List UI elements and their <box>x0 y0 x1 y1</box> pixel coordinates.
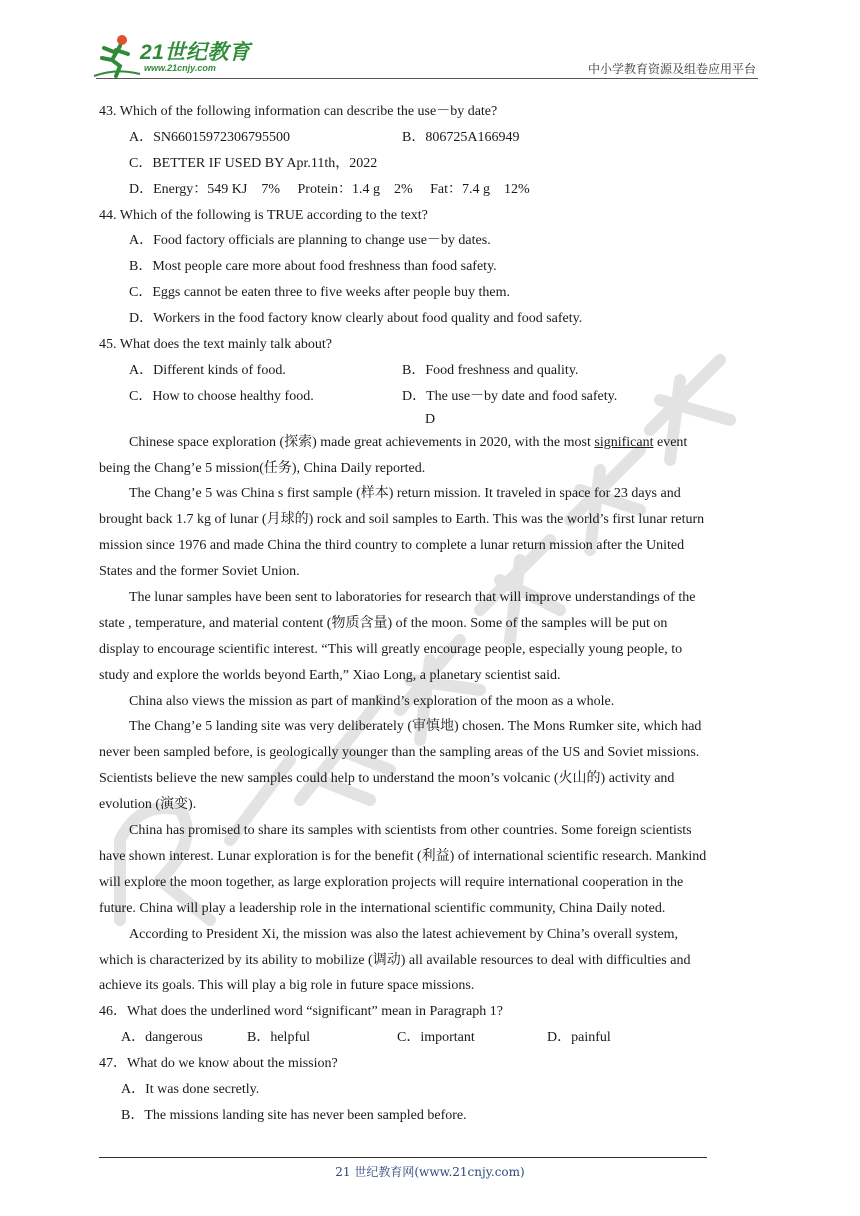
passage-paragraph-3: The lunar samples have been sent to laboratories for research that will improve understandings of the <box>129 590 696 606</box>
passage-line: display to encourage scientific interest. “This will greatly encourage people, especially young people, to <box>99 641 683 657</box>
question-45-options-row1 <box>99 358 761 384</box>
option-44-c: C．Eggs cannot be eaten three to five weeks after people buy them. <box>129 285 510 301</box>
passage-paragraph-5: The Chang’e 5 landing site was very deliberately (审慎地) chosen. The Mons Rumker site, which had <box>129 719 702 735</box>
option-47-a: A．It was done secretly. <box>121 1081 260 1097</box>
header-divider <box>96 78 758 79</box>
question-47-stem: 47．What do we know about the mission? <box>99 1056 338 1072</box>
page-header <box>0 0 860 82</box>
option-45-c: C．How to choose healthy food. <box>129 388 314 404</box>
question-45-options-row2 <box>99 384 761 410</box>
question-43-options-row1 <box>99 125 761 151</box>
passage-line: States and the former Soviet Union. <box>99 564 300 580</box>
question-43-stem: 43. Which of the following information can describe the use－by date? <box>99 104 498 119</box>
passage-line: being the Chang’e 5 mission(任务), China Daily reported. <box>99 460 426 476</box>
option-43-b: B．806725A166949 <box>402 129 520 145</box>
option-43-d: D．Energy：549 KJ 7% Protein：1.4 g 2% Fat：7.4 g 12% <box>129 181 530 197</box>
option-44-d: D．Workers in the food factory know clearly about food quality and food safety. <box>129 311 583 327</box>
option-43-c: C．BETTER IF USED BY Apr.11th，2022 <box>129 155 378 171</box>
passage-line: which is characterized by its ability to mobilize (调动) all available resources to deal with difficulties and <box>99 952 691 968</box>
site-logo[interactable] <box>92 32 262 80</box>
option-46-a: A．dangerous <box>121 1030 203 1046</box>
passage-line: never been sampled before, is geologically younger than the sampling areas of the US and Soviet missions. <box>99 745 700 761</box>
option-45-a: A．Different kinds of food. <box>129 362 286 378</box>
option-46-c: C．important <box>397 1030 475 1046</box>
logo-text: 21世纪教育 <box>140 41 251 64</box>
option-44-a: A．Food factory officials are planning to change use－by dates. <box>129 233 491 249</box>
underlined-word: significant <box>594 434 654 450</box>
platform-name: 中小学教育资源及组卷应用平台 <box>587 62 756 76</box>
passage-line: future. China will play a leadership role in the international scientific community, China Daily noted. <box>99 900 666 916</box>
question-46-stem: 46．What does the underlined word “significant” mean in Paragraph 1? <box>99 1004 503 1020</box>
passage-line: mission since 1976 and made China the third country to complete a lunar return mission after the United <box>99 538 685 554</box>
passage-text: event <box>653 434 688 450</box>
passage-line: study and explore the worlds beyond Earth,” Xiao Long, a planetary scientist said. <box>99 667 561 683</box>
passage-paragraph-1 <box>99 430 761 456</box>
question-45-stem: 45. What does the text mainly talk about? <box>99 337 333 353</box>
passage-line: state , temperature, and material content (物质含量) of the moon. Some of the samples will be put on <box>99 615 668 631</box>
passage-line: achieve its goals. This will play a big role in future space missions. <box>99 978 475 994</box>
option-45-d: D．The use－by date and food safety. <box>402 388 618 404</box>
passage-line: will explore the moon together, as large exploration projects will require international cooperation in the <box>99 874 684 890</box>
document-body <box>99 99 761 1129</box>
option-47-b: B．The missions landing site has never been sampled before. <box>121 1107 467 1123</box>
passage-line: have shown interest. Lunar exploration is for the benefit (利益) of international scientific research. Mankind <box>99 848 707 864</box>
section-answer-label: D <box>425 411 436 427</box>
passage-paragraph-6: China has promised to share its samples with scientists from other countries. Some foreign scientists <box>129 823 692 839</box>
passage-paragraph-4: China also views the mission as part of mankind’s exploration of the moon as a whole. <box>129 693 615 709</box>
option-46-d: D．painful <box>547 1030 611 1046</box>
option-45-b: B．Food freshness and quality. <box>402 362 579 378</box>
runner-logo-icon <box>92 32 142 80</box>
passage-line: evolution (演变). <box>99 797 197 813</box>
option-44-b: B．Most people care more about food freshness than food safety. <box>129 259 497 275</box>
passage-paragraph-2: The Chang’e 5 was China s first sample (样本) return mission. It traveled in space for 23 days and <box>129 486 681 502</box>
passage-text: Chinese space exploration (探索) made great achievements in 2020, with the most <box>129 434 595 450</box>
option-46-b: B．helpful <box>247 1030 310 1046</box>
footer-divider <box>99 1157 707 1158</box>
option-43-a: A．SN66015972306795500 <box>129 129 291 145</box>
question-46-options <box>99 1025 761 1051</box>
logo-url: www.21cnjy.com <box>144 63 216 73</box>
passage-line: Scientists believe the new samples could help to understand the moon’s volcanic (火山的) activity and <box>99 771 675 787</box>
passage-paragraph-7: According to President Xi, the mission was also the latest achievement by China’s overall system, <box>129 926 679 942</box>
question-44-stem: 44. Which of the following is TRUE according to the text? <box>99 207 428 223</box>
footer-text[interactable]: 21 世纪教育网(www.21cnjy.com) <box>335 1165 525 1179</box>
passage-line: brought back 1.7 kg of lunar (月球的) rock and soil samples to Earth. This was the world’s first lunar return <box>99 512 705 528</box>
